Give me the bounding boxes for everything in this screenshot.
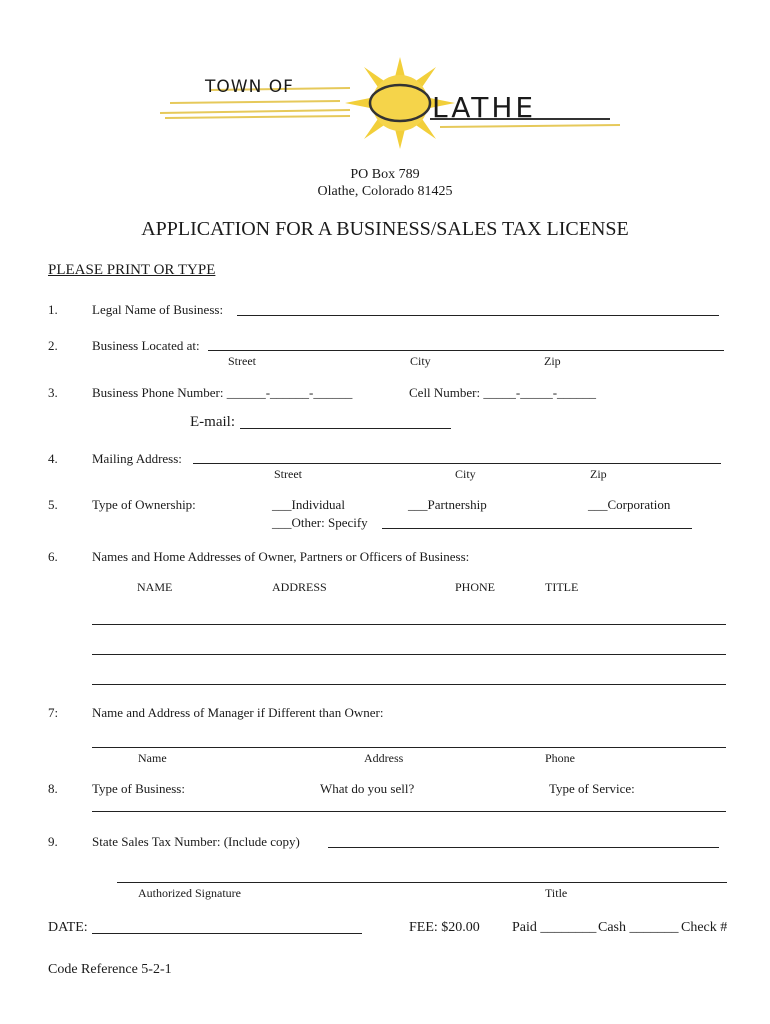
date-label: DATE: <box>48 920 88 935</box>
col-address-header: ADDRESS <box>272 580 327 594</box>
street-sublabel: Street <box>274 467 302 481</box>
logo-town-of-text: TOWN OF <box>205 77 294 97</box>
item-6-number: 6. <box>48 549 58 564</box>
town-logo <box>150 55 630 155</box>
item-4-number: 4. <box>48 451 58 466</box>
name-sublabel: Name <box>138 751 167 765</box>
fee-label: FEE: $20.00 <box>409 920 480 935</box>
owners-label: Names and Home Addresses of Owner, Partners or Officers of Business: <box>92 549 470 564</box>
email-label: E-mail: <box>190 414 235 430</box>
sun-logo-graphic <box>150 55 630 155</box>
paid-field[interactable]: Paid ________ <box>512 920 597 935</box>
business-type-label: Type of Business: <box>92 781 185 796</box>
business-location-field[interactable] <box>208 350 724 351</box>
city-sublabel: City <box>455 467 476 481</box>
signature-line[interactable] <box>117 882 727 883</box>
mailing-address-field[interactable] <box>193 463 721 464</box>
city-sublabel: City <box>410 354 431 368</box>
ownership-other-field[interactable] <box>382 528 692 529</box>
item-3-number: 3. <box>48 385 58 400</box>
col-phone-header: PHONE <box>455 580 496 594</box>
state-tax-number-label: State Sales Tax Number: (Include copy) <box>92 834 300 849</box>
address-line-1: PO Box 789 <box>350 167 420 182</box>
zip-sublabel: Zip <box>590 467 607 481</box>
logo-olathe-text: LATHE <box>432 91 537 124</box>
manager-label: Name and Address of Manager if Different than Owner: <box>92 705 384 720</box>
zip-sublabel: Zip <box>544 354 561 368</box>
item-8-number: 8. <box>48 781 58 796</box>
ownership-individual-option[interactable]: ___Individual <box>272 497 345 512</box>
authorized-signature-label: Authorized Signature <box>138 886 241 900</box>
ownership-partnership-option[interactable]: ___Partnership <box>408 497 487 512</box>
check-label[interactable]: Check # <box>681 920 728 935</box>
owner-row-line[interactable] <box>92 684 726 685</box>
instruction-text: PLEASE PRINT OR TYPE <box>48 262 216 278</box>
what-sell-label: What do you sell? <box>320 781 415 796</box>
business-type-field[interactable] <box>92 811 726 812</box>
cash-field[interactable]: Cash _______ <box>598 920 679 935</box>
item-5-number: 5. <box>48 497 58 512</box>
phone-sublabel: Phone <box>545 751 575 765</box>
manager-field[interactable] <box>92 747 726 748</box>
mailing-address-label: Mailing Address: <box>92 451 182 466</box>
code-reference: Code Reference 5-2-1 <box>48 962 172 977</box>
page-title: APPLICATION FOR A BUSINESS/SALES TAX LICENSE <box>141 218 629 240</box>
address-line-2: Olathe, Colorado 81425 <box>317 184 453 199</box>
ownership-other-option[interactable]: ___Other: Specify <box>272 515 368 530</box>
item-9-number: 9. <box>48 834 58 849</box>
business-location-label: Business Located at: <box>92 338 200 353</box>
col-name-header: NAME <box>137 580 173 594</box>
owner-row-line[interactable] <box>92 624 726 625</box>
ownership-corporation-option[interactable]: ___Corporation <box>588 497 671 512</box>
item-1-number: 1. <box>48 302 58 317</box>
state-tax-number-field[interactable] <box>328 847 719 848</box>
item-2-number: 2. <box>48 338 58 353</box>
ownership-type-label: Type of Ownership: <box>92 497 196 512</box>
address-sublabel: Address <box>364 751 404 765</box>
business-phone-label[interactable]: Business Phone Number: ______-______-______ <box>92 385 353 400</box>
service-type-label: Type of Service: <box>549 781 635 796</box>
street-sublabel: Street <box>228 354 256 368</box>
owner-row-line[interactable] <box>92 654 726 655</box>
cell-number-label[interactable]: Cell Number: _____-_____-______ <box>409 385 597 400</box>
email-field[interactable] <box>240 428 451 429</box>
col-title-header: TITLE <box>545 580 579 594</box>
legal-name-field[interactable] <box>237 315 719 316</box>
legal-name-label: Legal Name of Business: <box>92 302 224 317</box>
item-7-number: 7: <box>48 705 59 720</box>
date-field[interactable] <box>92 933 362 934</box>
signature-title-label: Title <box>545 886 568 900</box>
